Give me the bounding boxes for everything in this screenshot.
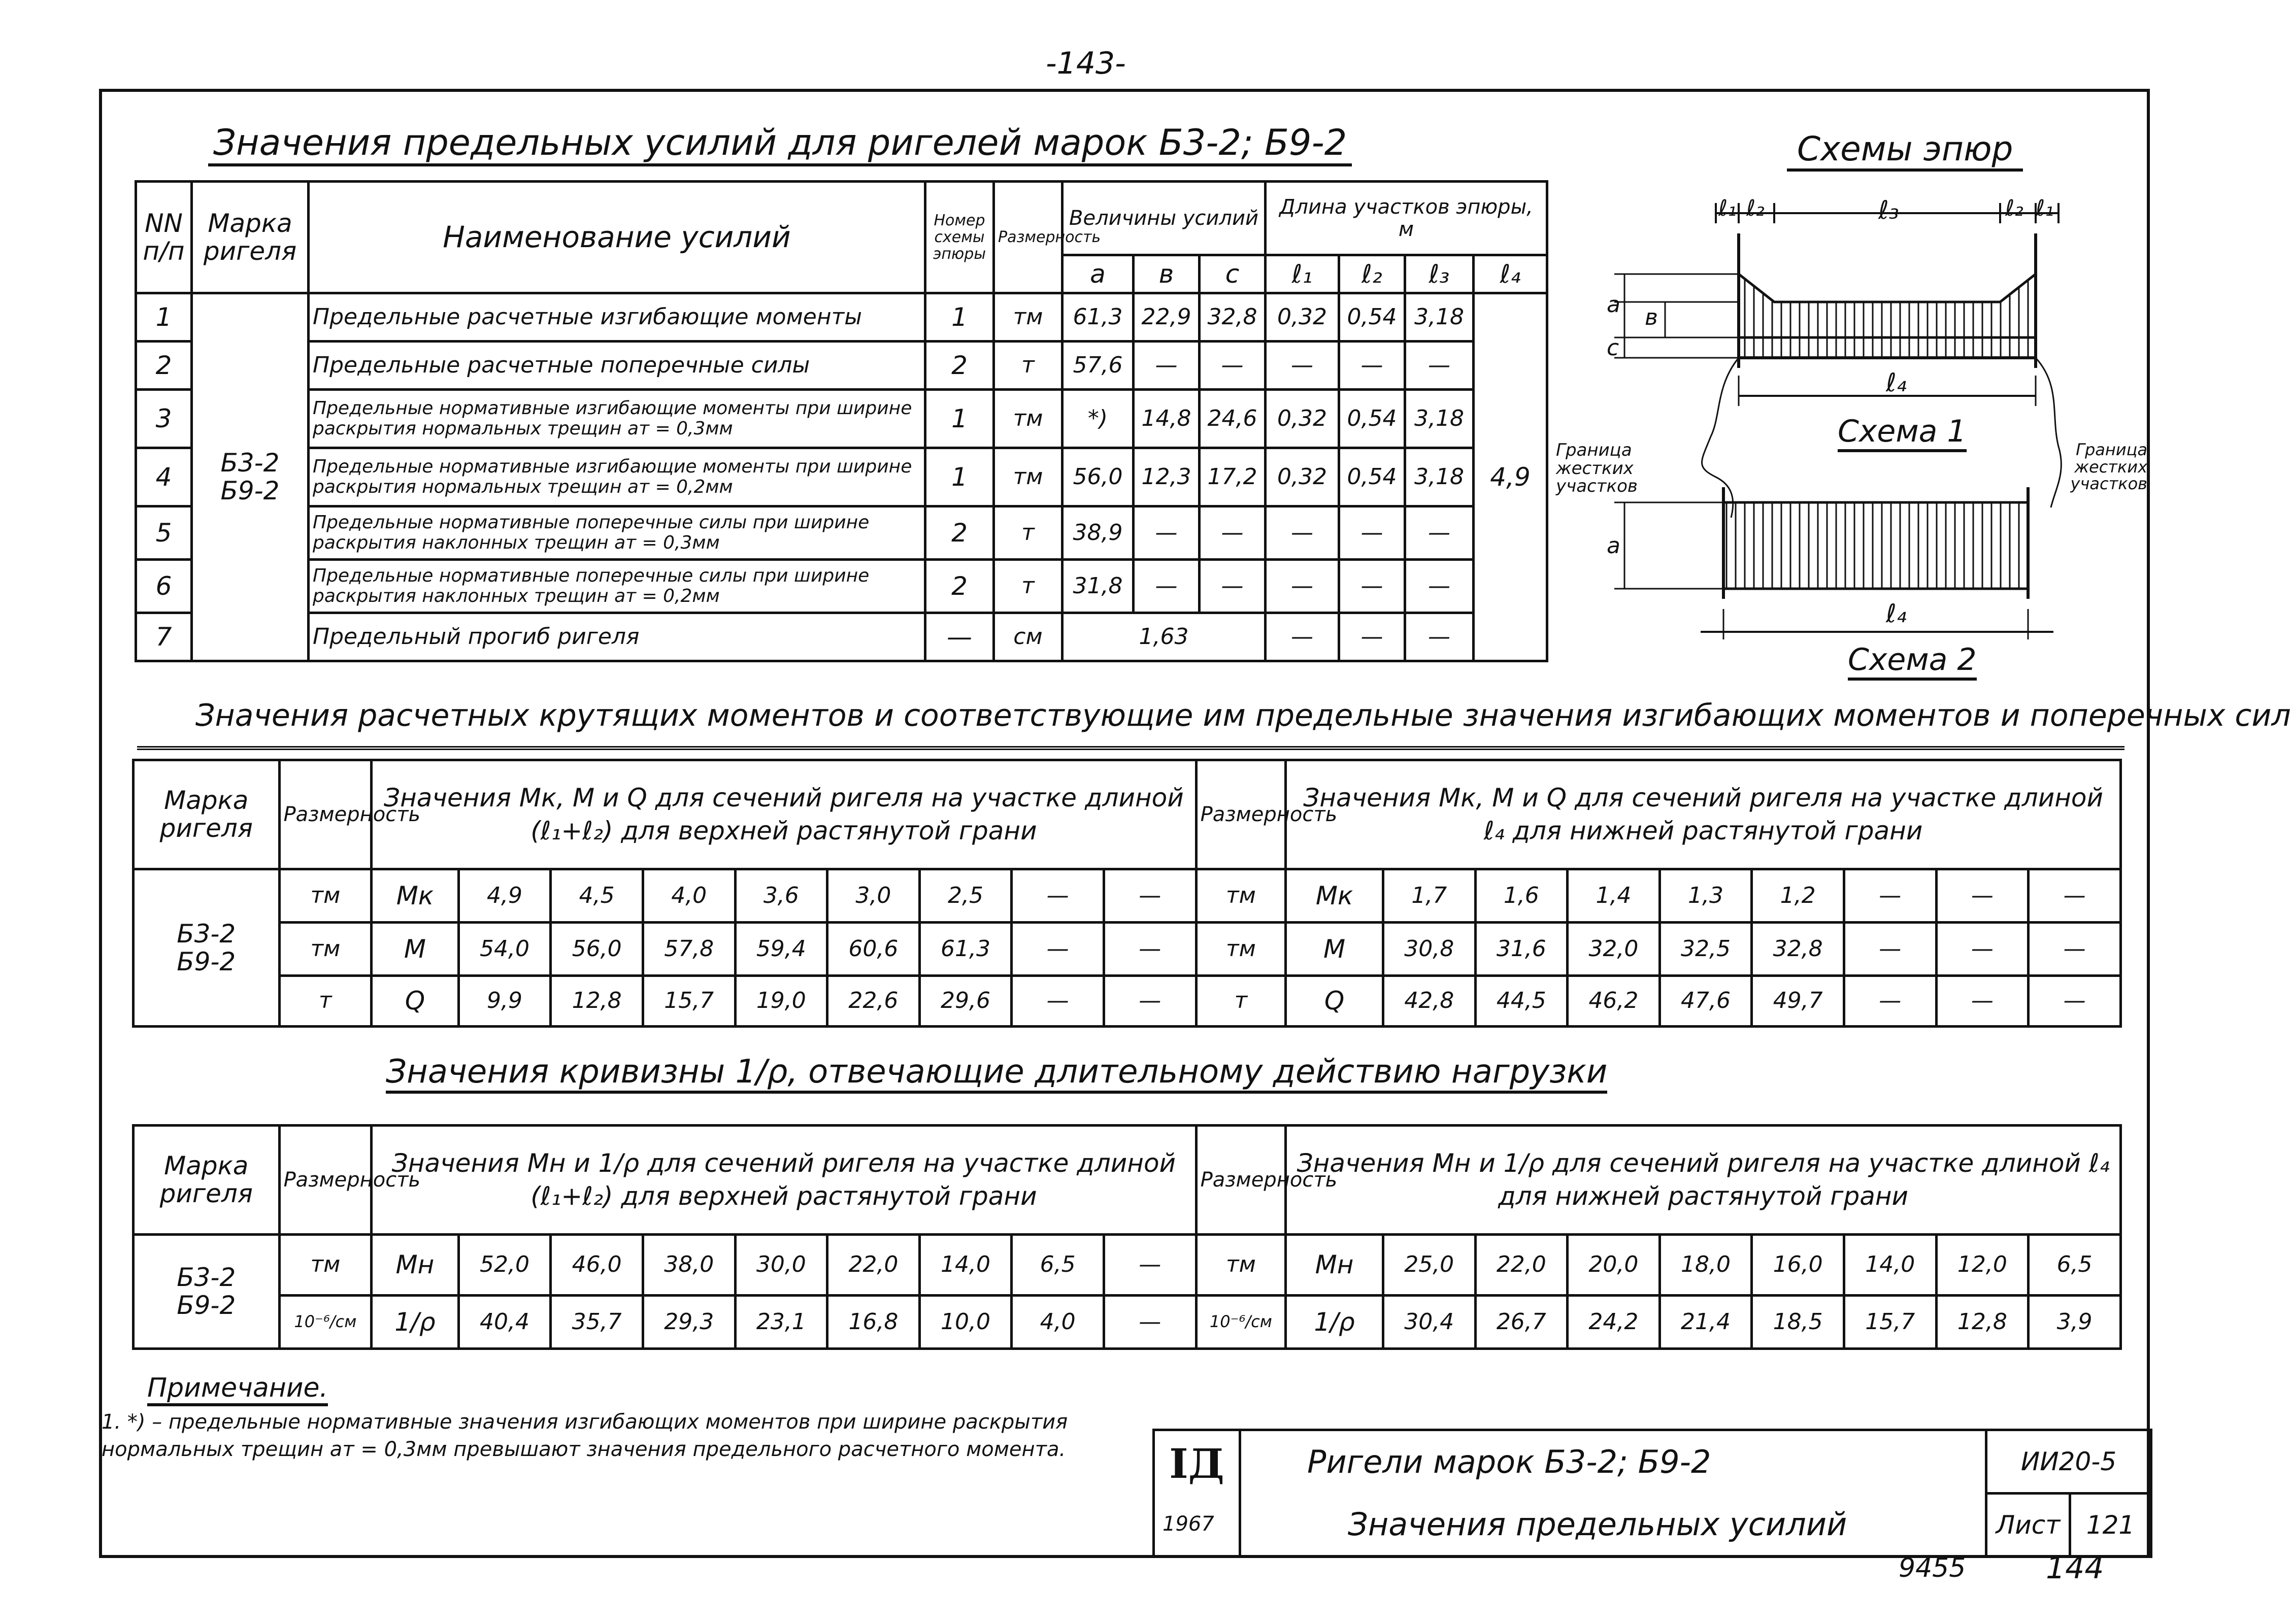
stamp-extra-right: 144 (2046, 1550, 2104, 1586)
t2-r2-top-6: 61,3 (919, 923, 1012, 976)
boundary-right-label: Граница жестких участков (2070, 440, 2147, 494)
t1-row5-b: — (1134, 506, 1200, 560)
t3-r1-top-5: 22,0 (827, 1235, 920, 1296)
scheme-label-l1-right: ℓ₁ (2036, 195, 2054, 221)
th-l3: ℓ₃ (1405, 255, 1474, 293)
t3-r1-bot-8: 6,5 (2029, 1235, 2121, 1296)
t3-r1-top-8: — (1104, 1235, 1196, 1296)
t3-r1-dim: тм (279, 1235, 372, 1296)
t1-row1-scheme: 1 (925, 293, 994, 342)
table2-title: Значения расчетных крутящих моментов и соответствующие им предельные значения изгибающих моментов и поперечных сил (195, 698, 2291, 733)
t1-row1-a: 61,3 (1063, 293, 1134, 342)
t1-row4-scheme: 1 (925, 448, 994, 506)
t1-row5-l2: — (1339, 506, 1405, 560)
t1-row2-dim: т (994, 342, 1063, 390)
t1-row4-c: 17,2 (1200, 448, 1266, 506)
stamp-sheet-number: 121 (2070, 1494, 2151, 1557)
note-title: Примечание. (147, 1373, 328, 1406)
t1-row6-l3: — (1405, 560, 1474, 613)
t3-r2-top-2: 35,7 (551, 1296, 643, 1349)
stamp-code: ИИ20-5 (1986, 1430, 2151, 1494)
th-scheme: Номер схемы эпюры (925, 182, 994, 293)
t2-r1-sym: Mк (372, 869, 459, 923)
t2-r1-bot-7: — (1936, 869, 2029, 923)
t3-r1-bot-2: 22,0 (1475, 1235, 1568, 1296)
t3-th-bottom: Значения Mн и 1/ρ для сечений ригеля на участке длиной ℓ₄ для нижней растянутой грани (1286, 1126, 2121, 1235)
t2-r3-bot-1: 42,8 (1383, 976, 1475, 1027)
t3-r2-bot-8: 3,9 (2029, 1296, 2121, 1349)
th-nn: NN п/п (136, 182, 192, 293)
th-name: Наименование усилий (309, 182, 925, 293)
table3-title: Значения кривизны 1/ρ, отвечающие длительному действию нагрузки (386, 1053, 1607, 1094)
t3-r2-top-3: 29,3 (643, 1296, 735, 1349)
stamp-logo: ΙД (1154, 1430, 1240, 1557)
t2-r3-top-6: 29,6 (919, 976, 1012, 1027)
t3-r2-bot-2: 26,7 (1475, 1296, 1568, 1349)
stamp-sheet-label: Лист (1986, 1494, 2070, 1557)
th-l1: ℓ₁ (1266, 255, 1339, 293)
table1-title: Значения предельных усилий для ригелей марок Б3-2; Б9-2 (208, 122, 1352, 166)
t2-r2-sym: M (372, 923, 459, 976)
t3-r2-bot-5: 18,5 (1752, 1296, 1844, 1349)
t1-row4-dim: тм (994, 448, 1063, 506)
t1-row7-l1: — (1266, 613, 1339, 661)
t3-r2-top-5: 16,8 (827, 1296, 920, 1349)
t2-r2-top-7: — (1012, 923, 1104, 976)
t3-r1-top-3: 38,0 (643, 1235, 735, 1296)
th-dim: Размерность (994, 182, 1063, 293)
t3-r2-bot-1: 30,4 (1383, 1296, 1475, 1349)
stamp-extra-left: 9455 (1899, 1553, 1966, 1583)
t2-r1-bot-6: — (1844, 869, 1936, 923)
scheme2-diagram (1614, 487, 2053, 639)
th-lengths: Длина участков эпюры, м (1266, 182, 1547, 255)
t1-row6-n: 6 (136, 560, 192, 613)
t1-row2-l2: — (1339, 342, 1405, 390)
t1-row6-c: — (1200, 560, 1266, 613)
t1-row5-scheme: 2 (925, 506, 994, 560)
t1-row4-name: Предельные нормативные изгибающие моменты при ширине раскрытия нормальных трещин aт = 0,2мм (309, 448, 925, 506)
t3-r1-bot-5: 16,0 (1752, 1235, 1844, 1296)
t1-row3-a: *) (1063, 390, 1134, 448)
t2-r2-top-5: 60,6 (827, 923, 920, 976)
t2-th-dim: Размерность (279, 760, 372, 869)
t1-row3-l2: 0,54 (1339, 390, 1405, 448)
t2-r3-top-7: — (1012, 976, 1104, 1027)
t2-r1-top-1: 4,9 (458, 869, 551, 923)
t1-row2-c: — (1200, 342, 1266, 390)
t1-row1-l1: 0,32 (1266, 293, 1339, 342)
scheme-label-c: с (1607, 335, 1619, 361)
t2-r3-top-5: 22,6 (827, 976, 920, 1027)
t2-r3-bot-4: 47,6 (1659, 976, 1752, 1027)
t1-row3-c: 24,6 (1200, 390, 1266, 448)
t3-r1-bot-3: 20,0 (1568, 1235, 1660, 1296)
t3-r1-bot-1: 25,0 (1383, 1235, 1475, 1296)
t2-th-bottom: Значения Mк, M и Q для сечений ригеля на участке длиной ℓ₄ для нижней растянутой грани (1286, 760, 2121, 869)
t1-row6-b: — (1134, 560, 1200, 613)
t2-th-marka: Марка ригеля (134, 760, 280, 869)
t1-row2-n: 2 (136, 342, 192, 390)
t1-row7-scheme: — (925, 613, 994, 661)
scheme2-label-l4: ℓ₄ (1886, 599, 1907, 628)
t1-row2-name: Предельные расчетные поперечные силы (309, 342, 925, 390)
t2-r2-dim: тм (279, 923, 372, 976)
t2-r2-dim2: тм (1196, 923, 1286, 976)
t1-row7-n: 7 (136, 613, 192, 661)
t3-r2-bot-7: 12,8 (1936, 1296, 2029, 1349)
t2-r3-top-4: 19,0 (735, 976, 827, 1027)
table2-title-underline (137, 746, 2124, 754)
t2-r3-sym: Q (372, 976, 459, 1027)
stamp-title-line1: Ригели марок Б3-2; Б9-2 (1240, 1430, 1986, 1494)
t2-r2-top-3: 57,8 (643, 923, 735, 976)
note-text: 1. *) – предельные нормативные значения изгибающих моментов при ширине раскрытия нормальных трещин aт = 0,3мм превышают значения предельного расчетного момента. (102, 1410, 1068, 1461)
t1-row3-l3: 3,18 (1405, 390, 1474, 448)
scheme-label-l2-right: ℓ₂ (2005, 195, 2023, 221)
t2-r2-bot-6: — (1844, 923, 1936, 976)
t2-r3-bot-2: 44,5 (1475, 976, 1568, 1027)
t2-th-dim2: Размерность (1196, 760, 1286, 869)
t3-r1-sym: Mн (372, 1235, 459, 1296)
scheme-label-l1: ℓ₁ (1718, 195, 1737, 221)
t2-r1-top-7: — (1012, 869, 1104, 923)
t3-r2-bot-6: 15,7 (1844, 1296, 1936, 1349)
t3-th-marka: Марка ригеля (134, 1126, 280, 1235)
t2-r1-top-3: 4,0 (643, 869, 735, 923)
t1-row4-a: 56,0 (1063, 448, 1134, 506)
t1-row1-c: 32,8 (1200, 293, 1266, 342)
t1-row4-b: 12,3 (1134, 448, 1200, 506)
t1-row5-l1: — (1266, 506, 1339, 560)
scheme1-diagram (1614, 203, 2061, 518)
t2-th-top: Значения Mк, M и Q для сечений ригеля на участке длиной (ℓ₁+ℓ₂) для верхней растянутой грани (372, 760, 1196, 869)
t2-r2-bot-7: — (1936, 923, 2029, 976)
t1-row6-l1: — (1266, 560, 1339, 613)
t3-th-dim: Размерность (279, 1126, 372, 1235)
t2-r3-bot-5: 49,7 (1752, 976, 1844, 1027)
th-marka: Марка ригеля (192, 182, 309, 293)
th-b: в (1134, 255, 1200, 293)
t1-row2-b: — (1134, 342, 1200, 390)
t2-r2-bot-3: 32,0 (1568, 923, 1660, 976)
t2-marka: Б3-2 Б9-2 (134, 869, 280, 1027)
stamp-year: 1967 (1163, 1512, 1214, 1536)
t2-r3-bot-7: — (1936, 976, 2029, 1027)
t2-r3-top-2: 12,8 (551, 976, 643, 1027)
t3-r1-top-1: 52,0 (458, 1235, 551, 1296)
t1-row4-l2: 0,54 (1339, 448, 1405, 506)
t2-r3-bot-6: — (1844, 976, 1936, 1027)
t1-row5-l3: — (1405, 506, 1474, 560)
t3-r2-top-6: 10,0 (919, 1296, 1012, 1349)
t2-r3-dim: т (279, 976, 372, 1027)
t3-r1-sym2: Mн (1286, 1235, 1383, 1296)
t1-row7-dim: см (994, 613, 1063, 661)
th-c: с (1200, 255, 1266, 293)
scheme-label-a: а (1607, 292, 1620, 318)
t1-row7-name: Предельный прогиб ригеля (309, 613, 925, 661)
t3-r2-bot-4: 21,4 (1659, 1296, 1752, 1349)
t3-r2-sym: 1/ρ (372, 1296, 459, 1349)
t2-r1-bot-4: 1,3 (1659, 869, 1752, 923)
t3-r1-top-4: 30,0 (735, 1235, 827, 1296)
t2-r2-bot-2: 31,6 (1475, 923, 1568, 976)
stamp-title-line2: Значения предельных усилий (1240, 1494, 1986, 1557)
t3-th-top: Значения Mн и 1/ρ для сечений ригеля на участке длиной (ℓ₁+ℓ₂) для верхней растянутой грани (372, 1126, 1196, 1235)
t2-r2-top-2: 56,0 (551, 923, 643, 976)
th-values: Величины усилий (1063, 182, 1266, 255)
t1-row6-dim: т (994, 560, 1063, 613)
t1-row6-a: 31,8 (1063, 560, 1134, 613)
t3-r2-dim2: 10⁻⁶/см (1196, 1296, 1286, 1349)
schemes-title: Схемы эпюр (1787, 129, 2023, 172)
t3-th-dim2: Размерность (1196, 1126, 1286, 1235)
t2-r3-top-1: 9,9 (458, 976, 551, 1027)
t1-row3-dim: тм (994, 390, 1063, 448)
scheme1-title: Схема 1 (1838, 414, 1967, 452)
limit-forces-table (135, 180, 1548, 662)
t2-r2-top-8: — (1104, 923, 1196, 976)
t2-r2-bot-8: — (2029, 923, 2121, 976)
t3-r1-bot-6: 14,0 (1844, 1235, 1936, 1296)
t1-l4: 4,9 (1474, 293, 1547, 661)
t2-r1-bot-1: 1,7 (1383, 869, 1475, 923)
t1-row3-name: Предельные нормативные изгибающие моменты при ширине раскрытия нормальных трещин aт = 0,3мм (309, 390, 925, 448)
t1-row5-n: 5 (136, 506, 192, 560)
t2-r1-bot-3: 1,4 (1568, 869, 1660, 923)
t2-r3-top-3: 15,7 (643, 976, 735, 1027)
t1-row2-a: 57,6 (1063, 342, 1134, 390)
t2-r2-bot-1: 30,8 (1383, 923, 1475, 976)
t1-row6-scheme: 2 (925, 560, 994, 613)
t3-r2-bot-3: 24,2 (1568, 1296, 1660, 1349)
t1-row3-l1: 0,32 (1266, 390, 1339, 448)
scheme-label-l2: ℓ₂ (1746, 195, 1765, 221)
t2-r1-top-8: — (1104, 869, 1196, 923)
t1-row3-b: 14,8 (1134, 390, 1200, 448)
t1-row3-scheme: 1 (925, 390, 994, 448)
t1-row2-l1: — (1266, 342, 1339, 390)
th-a: а (1063, 255, 1134, 293)
t2-r1-dim: тм (279, 869, 372, 923)
t2-r1-bot-8: — (2029, 869, 2121, 923)
t3-r1-bot-7: 12,0 (1936, 1235, 2029, 1296)
t1-row7-l2: — (1339, 613, 1405, 661)
torque-moments-table (132, 759, 2122, 1028)
scheme-label-l3: ℓ₃ (1878, 195, 1899, 225)
t3-r2-top-1: 40,4 (458, 1296, 551, 1349)
t3-r1-dim2: тм (1196, 1235, 1286, 1296)
t2-r1-dim2: тм (1196, 869, 1286, 923)
t1-row3-n: 3 (136, 390, 192, 448)
t2-r2-bot-5: 32,8 (1752, 923, 1844, 976)
t1-row1-b: 22,9 (1134, 293, 1200, 342)
t1-row7-l3: — (1405, 613, 1474, 661)
t3-marka: Б3-2 Б9-2 (134, 1235, 280, 1349)
t3-r1-top-6: 14,0 (919, 1235, 1012, 1296)
boundary-left-label: Граница жестких участков (1556, 440, 1638, 497)
t1-row1-l3: 3,18 (1405, 293, 1474, 342)
t1-row1-l2: 0,54 (1339, 293, 1405, 342)
t3-r2-dim: 10⁻⁶/см (279, 1296, 372, 1349)
scheme1-label-l4: ℓ₄ (1886, 368, 1907, 397)
t2-r3-dim2: т (1196, 976, 1286, 1027)
t2-r3-bot-3: 46,2 (1568, 976, 1660, 1027)
t2-r1-top-2: 4,5 (551, 869, 643, 923)
t2-r1-bot-2: 1,6 (1475, 869, 1568, 923)
title-block (1152, 1429, 2152, 1558)
t2-r1-top-4: 3,6 (735, 869, 827, 923)
t2-r3-sym2: Q (1286, 976, 1383, 1027)
t1-row4-l3: 3,18 (1405, 448, 1474, 506)
t1-marka: Б3-2 Б9-2 (192, 293, 309, 661)
t1-row4-l1: 0,32 (1266, 448, 1339, 506)
scheme2-label-a: а (1607, 533, 1620, 559)
t1-row1-dim: тм (994, 293, 1063, 342)
t3-r2-top-7: 4,0 (1012, 1296, 1104, 1349)
t1-row6-name: Предельные нормативные поперечные силы при ширине раскрытия наклонных трещин aт = 0,2мм (309, 560, 925, 613)
t1-row7-deflection: 1,63 (1063, 613, 1266, 661)
t2-r2-top-4: 59,4 (735, 923, 827, 976)
t1-row5-dim: т (994, 506, 1063, 560)
t3-r2-top-8: — (1104, 1296, 1196, 1349)
t1-row2-l3: — (1405, 342, 1474, 390)
t1-row6-l2: — (1339, 560, 1405, 613)
t1-row5-name: Предельные нормативные поперечные силы при ширине раскрытия наклонных трещин aт = 0,3мм (309, 506, 925, 560)
t1-row5-c: — (1200, 506, 1266, 560)
t3-r1-top-7: 6,5 (1012, 1235, 1104, 1296)
t2-r1-bot-5: 1,2 (1752, 869, 1844, 923)
t2-r2-top-1: 54,0 (458, 923, 551, 976)
t3-r2-top-4: 23,1 (735, 1296, 827, 1349)
t1-row1-name: Предельные расчетные изгибающие моменты (309, 293, 925, 342)
t2-r1-sym2: Mк (1286, 869, 1383, 923)
t1-row4-n: 4 (136, 448, 192, 506)
t2-r2-sym2: M (1286, 923, 1383, 976)
t2-r3-bot-8: — (2029, 976, 2121, 1027)
t2-r1-top-6: 2,5 (919, 869, 1012, 923)
th-l2: ℓ₂ (1339, 255, 1405, 293)
t1-row5-a: 38,9 (1063, 506, 1134, 560)
t3-r1-top-2: 46,0 (551, 1235, 643, 1296)
t2-r3-top-8: — (1104, 976, 1196, 1027)
t3-r1-bot-4: 18,0 (1659, 1235, 1752, 1296)
scheme2-title: Схема 2 (1848, 642, 1977, 681)
page-number: -143- (1046, 46, 1126, 81)
t1-row1-n: 1 (136, 293, 192, 342)
scheme-label-b: в (1645, 304, 1658, 330)
t3-r2-sym2: 1/ρ (1286, 1296, 1383, 1349)
t1-row2-scheme: 2 (925, 342, 994, 390)
th-l4: ℓ₄ (1474, 255, 1547, 293)
curvature-table (132, 1124, 2122, 1350)
t2-r2-bot-4: 32,5 (1659, 923, 1752, 976)
t2-r1-top-5: 3,0 (827, 869, 920, 923)
